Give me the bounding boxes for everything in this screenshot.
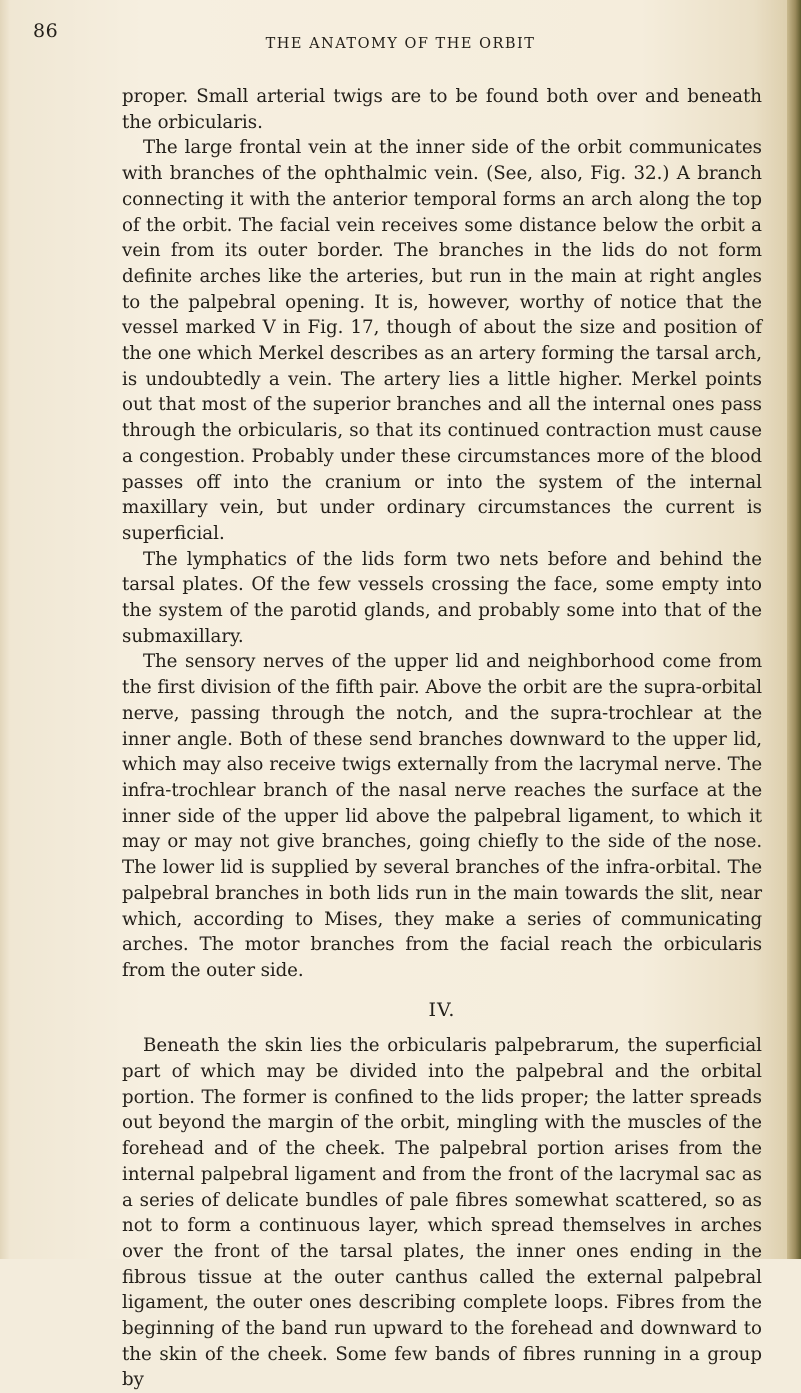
- page-gutter-shadow: [0, 0, 10, 1259]
- page-edge: [787, 0, 801, 1259]
- paragraph-nerves: The sensory nerves of the upper lid and neighborhood come from the first division of the fifth pair. Above the orbit are the supra-orbital nerve, passing through the notch, and the supra-trochlear at the inner angle. Both of these send branches downward to the upper lid, which may also receive twigs externally from the lacrymal nerve. The infra-trochlear branch of the nasal nerve reaches the surface at the inner side of the upper lid above the palpebral ligament, to which it may or may not give branches, going chiefly to the side of the nose. The lower lid is supplied by several branches of the infra-orbital. The palpebral branches in both lids run in the main towards the slit, near which, according to Mises, they make a series of communicating arches. The motor branches from the facial reach the orbicularis from the outer side.: [122, 651, 762, 981]
- paragraph-continuation: proper. Small arterial twigs are to be found both over and beneath the orbicularis.: [122, 86, 762, 133]
- paragraph-orbicularis: Beneath the skin lies the orbicularis palpebrarum, the superficial part of which may be divided into the palpebral and the orbital portion. The former is confined to the lids proper; the latter spreads out beyond the margin of the orbit, mingling with the muscles of the forehead and of the cheek. The palpebral portion arises from the internal palpebral ligament and from the front of the lacrymal sac as a series of delicate bundles of pale fibres somewhat scattered, so as not to form a continuous layer, which spread themselves in arches over the front of the tarsal plates, the inner ones ending in the fibrous tissue at the outer canthus called the external palpebral ligament, the outer ones describing complete loops. Fibres from the beginning of the band run upward to the forehead and downward to the skin of the cheek. Some few bands of fibres running in a group by: [122, 1035, 762, 1391]
- body-text: [122, 84, 762, 1393]
- paragraph-lymphatics: The lymphatics of the lids form two nets before and behind the tarsal plates. Of the few vessels crossing the face, some empty into the system of the parotid glands, and probably some into that of the submaxillary.: [122, 548, 762, 647]
- running-head: THE ANATOMY OF THE ORBIT: [265, 36, 536, 52]
- section-heading: IV.: [428, 998, 456, 1021]
- page-number: 86: [33, 20, 59, 42]
- paragraph-veins: The large frontal vein at the inner side of the orbit communicates with branches of the ophthalmic vein. (See, also, Fig. 32.) A branch connecting it with the anterior temporal forms an arch along the top of the orbit. The facial vein receives some distance below the orbit a vein from its outer border. The branches in the lids do not form definite arches like the arteries, but run in the main at right angles to the palpebral opening. It is, however, worthy of notice that the vessel marked V in Fig. 17, though of about the size and position of the one which Merkel describes as an artery forming the tarsal arch, is undoubtedly a vein. The artery lies a little higher. Merkel points out that most of the superior branches and all the internal ones pass through the orbicularis, so that its continued contraction must cause a congestion. Probably under these circumstances more of the blood passes off into the cranium or into the system of the internal maxillary vein, but under ordinary circumstances the current is superficial.: [122, 137, 762, 544]
